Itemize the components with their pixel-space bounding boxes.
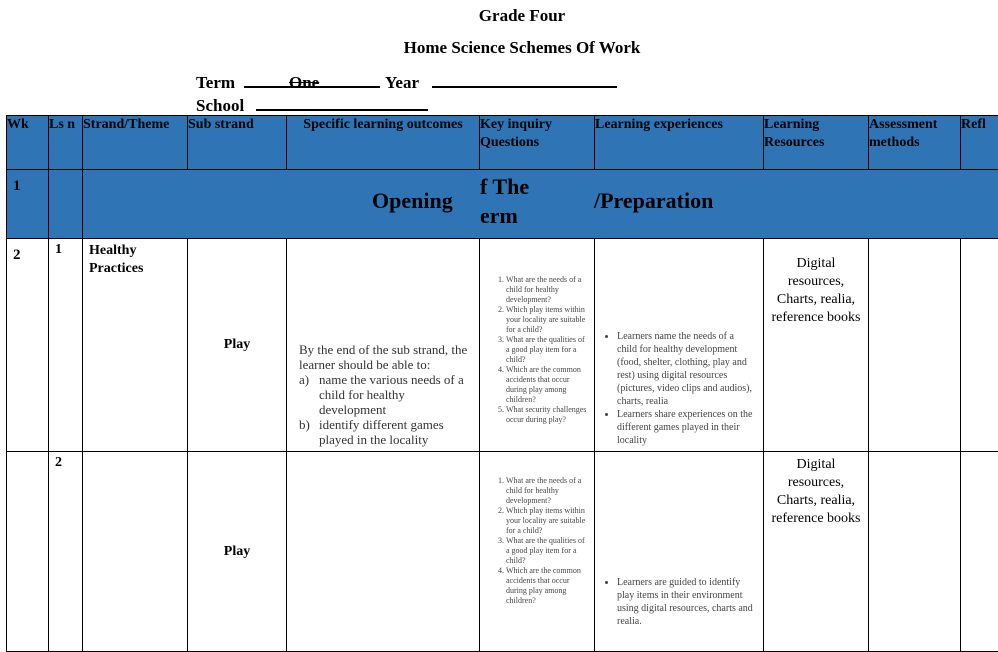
grade-title: Grade Four [0,6,998,26]
experience-item: • Learners share experiences on the different games played in their locality [617,408,755,447]
outcomes-intro: By the end of the sub strand, the learner should be able to: [299,342,475,372]
opening-text-term: erm [480,203,518,229]
question-item: 1. What are the needs of a child for healthy development? [506,476,590,506]
learning-resources-cell: Digital resources, Charts, realia, reference books [764,452,869,652]
reflection-cell [961,239,998,452]
question-item: 4. Which are the common accidents that occur during play among children? [506,566,590,606]
term-label: Term [196,73,235,93]
question-item: 3. What are the qualities of a good play item for a child? [506,536,590,566]
opening-week-cell: 1 [7,170,49,239]
header-week: Wk [7,116,49,170]
strand-cell: Healthy Practices [83,239,188,452]
lesson-cell: 2 [49,452,83,652]
opening-text: Opening [372,188,453,214]
header-assessment-methods: Assessment methods [869,116,961,170]
inquiry-questions-cell [480,239,595,452]
opening-text-preparation: /Preparation [594,188,713,214]
learning-resources-cell: Digital resources, Charts, realia, reference books [764,239,869,452]
opening-row [7,170,998,239]
learning-outcomes-cell [287,239,480,452]
header-inquiry-questions: Key inquiry Questions [480,116,595,170]
header-learning-outcomes: Specific learning outcomes [287,116,480,170]
week-cell: 2 [7,239,49,452]
school-underline [256,109,428,111]
document-subtitle: Home Science Schemes Of Work [0,38,998,58]
header-learning-experiences: Learning experiences [595,116,764,170]
opening-lesson-cell [49,170,83,239]
question-item: 3. What are the qualities of a good play item for a child? [506,335,590,365]
lesson-cell: 1 [49,239,83,452]
question-item: 2. Which play items within your locality are suitable for a child? [506,506,590,536]
header-lesson: Ls n [49,116,83,170]
experience-item: • Learners are guided to identify play items in their environment using digital resources, charts and realia. [617,576,755,628]
sub-strand-cell: Play [188,239,287,452]
question-item: 2. Which play items within your locality are suitable for a child? [506,305,590,335]
question-item: 5. What security challenges occur during play? [506,405,590,425]
header-reflection: Refl [961,116,998,170]
header-learning-resources: Learning Resources [764,116,869,170]
outcome-item: b) identify different games played in the locality [299,417,475,447]
year-underline [432,86,617,88]
opening-text-of-the: f The [480,174,529,200]
experience-item: • Learners name the needs of a child for healthy development (food, shelter, clothing, play and rest) using digital resources (pictures, video clips and audios), charts, realia [617,330,755,408]
learning-experiences-cell [595,239,764,452]
assessment-cell [869,239,961,452]
header-strand: Strand/Theme [83,116,188,170]
opening-banner [83,170,998,239]
table-row [7,239,998,452]
school-label: School [196,96,244,116]
scheme-of-work-table [6,115,998,652]
outcome-item: a) name the various needs of a child for healthy development [299,372,475,417]
question-item: 4. Which are the common accidents that occur during play among children? [506,365,590,405]
header-row [7,116,998,170]
term-value: One [289,73,319,93]
year-label: Year [385,73,419,93]
question-item: 1. What are the needs of a child for healthy development? [506,275,590,305]
sub-strand-cell: Play [188,452,287,652]
header-sub-strand: Sub strand [188,116,287,170]
